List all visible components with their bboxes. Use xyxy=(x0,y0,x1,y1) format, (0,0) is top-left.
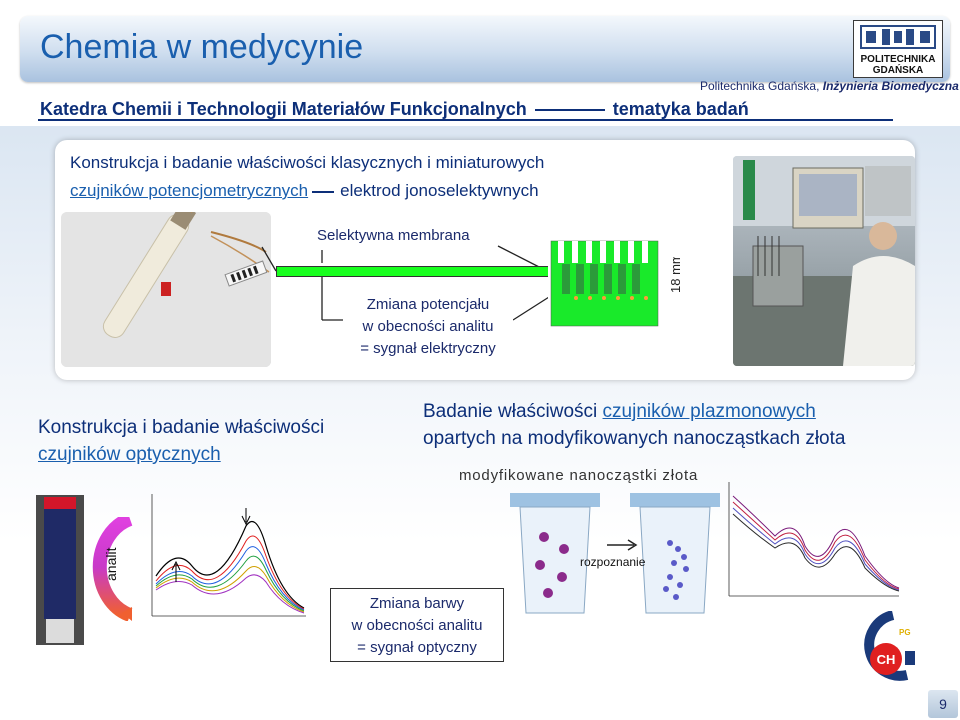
department-name: Katedra Chemii i Technologii Materiałów Funkcjonalnych xyxy=(40,99,527,119)
section3-heading-line2: opartych na modyfikowanych nanocząstkach złota xyxy=(423,428,846,449)
ion-selective-electrodes-text: elektrod jonoselektywnych xyxy=(340,181,539,200)
logo-text-line1: POLITECHNIKA xyxy=(860,54,936,65)
logo-text-line2: GDAŃSKA xyxy=(872,65,924,76)
institution-name: Politechnika Gdańska, xyxy=(700,79,820,93)
optical-sensors-link[interactable]: czujników optycznych xyxy=(38,444,221,465)
plasmonic-prefix: Badanie właściwości xyxy=(423,401,598,422)
absorption-spectrum-plot xyxy=(136,486,314,638)
recognition-label: rozpoznanie xyxy=(580,555,646,569)
vial-image xyxy=(36,495,84,645)
plasmonic-sensors-link[interactable]: czujników plazmonowych xyxy=(602,401,816,422)
ch-logo-badge: PG xyxy=(899,628,911,637)
slide-title: Chemia w medycynie xyxy=(40,28,364,66)
cuvettes-illustration xyxy=(510,493,720,618)
plasmon-spectrum-plot xyxy=(705,476,903,611)
color-box-line1: Zmiana barwy xyxy=(369,595,465,612)
selective-membrane-label: Selektywna membrana xyxy=(317,227,470,244)
potentiometric-sensors-link[interactable]: czujników potencjometrycznych xyxy=(70,181,309,200)
section2-heading-line2 xyxy=(38,444,221,466)
sensor-chip-diagram xyxy=(548,236,661,330)
dimension-text: 18 mm xyxy=(668,257,683,293)
section1-heading-line1: Konstrukcja i badanie właściwości klasycznych i miniaturowych xyxy=(70,153,545,172)
color-box-line3: = sygnał optyczny xyxy=(357,639,477,656)
faculty-name: Inżynieria Biomedyczna xyxy=(822,79,959,93)
laboratory-photo xyxy=(733,156,915,366)
analyte-gradient-arrow xyxy=(90,517,134,621)
potential-box-line3: = sygnał elektryczny xyxy=(360,340,496,357)
electrode-strip-bar xyxy=(276,266,554,277)
section2-heading-line1: Konstrukcja i badanie właściwości xyxy=(38,417,325,438)
potential-box-line1: Zmiana potencjału xyxy=(366,296,490,313)
color-change-box xyxy=(330,588,504,662)
research-topics: tematyka badań xyxy=(612,99,749,119)
gold-nanoparticles-caption: modyfikowane nanocząstki złota xyxy=(459,467,699,484)
analyte-label: analit xyxy=(103,547,119,581)
color-box-line2: w obecności analitu xyxy=(351,617,483,634)
potential-box-line2: w obecności analitu xyxy=(362,318,494,335)
section3-heading-line1 xyxy=(423,401,816,423)
ch-logo-letters: CH xyxy=(876,652,896,667)
page-number: 9 xyxy=(928,690,958,718)
chemistry-faculty-logo xyxy=(853,611,919,693)
potential-change-box xyxy=(343,294,513,364)
dimension-label xyxy=(662,257,688,297)
